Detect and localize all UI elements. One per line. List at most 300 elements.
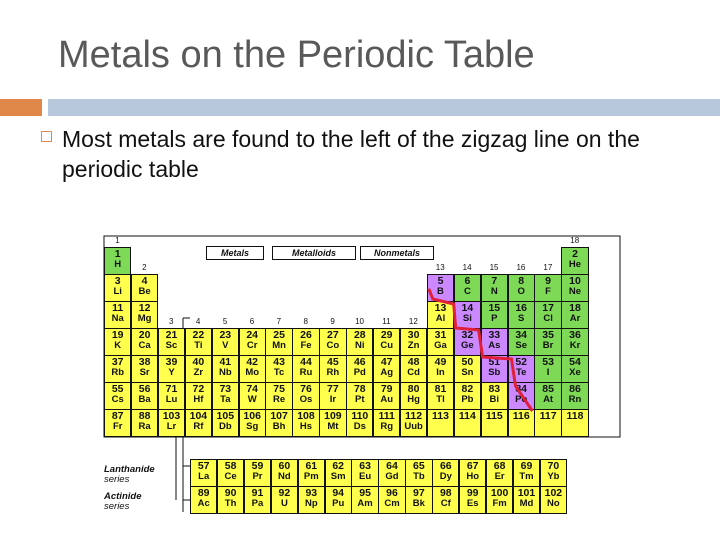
atomic-number: 60 [278, 460, 291, 472]
atomic-number: 37 [111, 356, 124, 368]
atomic-number: 26 [300, 329, 312, 341]
atomic-number: 64 [386, 460, 398, 472]
atomic-number: 20 [138, 329, 151, 341]
element-symbol: Nb [218, 367, 232, 378]
element-symbol: Br [542, 340, 554, 351]
element-symbol: Sg [246, 421, 259, 432]
element-symbol: Cd [407, 367, 420, 378]
element-cell-Fr [104, 409, 131, 437]
atomic-number: 15 [488, 302, 501, 314]
atomic-number: 21 [165, 329, 178, 341]
element-symbol: Po [515, 394, 528, 405]
element-symbol: Cr [246, 340, 258, 351]
element-symbol: Li [113, 286, 122, 297]
atomic-number: 112 [405, 410, 423, 422]
atomic-number: 22 [192, 329, 205, 341]
element-symbol: As [488, 340, 501, 351]
element-cell-Mg [131, 301, 158, 329]
element-symbol: Fm [492, 498, 507, 509]
element-cell-Ag [373, 355, 400, 383]
atomic-number: 108 [297, 410, 315, 422]
atomic-number: 110 [351, 410, 369, 422]
atomic-number: 85 [542, 383, 554, 395]
atomic-number: 70 [547, 460, 560, 472]
group-label-16: 16 [516, 263, 526, 272]
element-cell-Co [319, 328, 346, 356]
element-symbol: He [568, 259, 582, 270]
atomic-number: 42 [246, 356, 259, 368]
element-cell-Mt [319, 409, 346, 437]
element-symbol: Dy [439, 471, 452, 482]
actinide-cell-Bk [405, 486, 432, 514]
atomic-number: 58 [224, 460, 237, 472]
element-cell-Rh [319, 355, 346, 383]
lanthanide-cell-Ce [217, 459, 244, 487]
element-symbol: Er [494, 471, 505, 482]
element-cell-Au [373, 382, 400, 410]
atomic-number: 103 [162, 410, 181, 422]
atomic-number: 102 [544, 487, 563, 499]
element-symbol: Np [304, 498, 318, 509]
element-cell-He [561, 247, 588, 275]
atomic-number: 94 [332, 487, 345, 499]
element-symbol: Be [138, 286, 151, 297]
element-symbol: Sb [488, 367, 501, 378]
element-cell-Tc [265, 355, 292, 383]
lanthanide-cell-Gd [378, 459, 405, 487]
element-cell-Ne [561, 274, 588, 302]
element-cell-Bi [481, 382, 508, 410]
actinide-cell-Cf [432, 486, 459, 514]
element-cell-Ta [212, 382, 239, 410]
atomic-number: 5 [437, 275, 444, 287]
group-label-13: 13 [435, 263, 445, 272]
element-symbol: Rh [326, 367, 340, 378]
element-cell-Rf [185, 409, 212, 437]
atomic-number: 52 [515, 356, 528, 368]
atomic-number: 101 [517, 487, 536, 499]
element-cell-Sb [481, 355, 508, 383]
element-cell-Rg [373, 409, 400, 437]
group-label-6: 6 [249, 317, 255, 326]
atomic-number: 104 [189, 410, 208, 422]
atomic-number: 11 [112, 302, 124, 314]
element-cell-Kr [561, 328, 588, 356]
element-symbol: B [437, 286, 444, 297]
element-cell-Bh [265, 409, 292, 437]
element-symbol: S [518, 313, 525, 324]
element-symbol: Co [326, 340, 340, 351]
element-cell-115 [481, 409, 508, 437]
legend-metalloids: Metalloids [272, 246, 356, 260]
atomic-number: 72 [192, 383, 205, 395]
atomic-number: 115 [485, 410, 503, 422]
element-cell-Ir [319, 382, 346, 410]
element-cell-Cs [104, 382, 131, 410]
atomic-number: 98 [439, 487, 452, 499]
atomic-number: 16 [515, 302, 528, 314]
element-symbol: Rn [568, 394, 582, 405]
atomic-number: 74 [246, 383, 259, 395]
element-symbol: Se [515, 340, 527, 351]
element-cell-Hg [400, 382, 427, 410]
element-symbol: Bk [412, 498, 425, 509]
atomic-number: 68 [493, 460, 506, 472]
element-cell-Po [508, 382, 535, 410]
atomic-number: 96 [386, 487, 398, 499]
lanthanide-cell-Yb [540, 459, 567, 487]
element-cell-Ga [427, 328, 454, 356]
atomic-number: 87 [111, 410, 124, 422]
element-cell-Uub [400, 409, 427, 437]
element-symbol: Mt [327, 421, 339, 432]
atomic-number: 40 [192, 356, 205, 368]
group-label-14: 14 [462, 263, 472, 272]
element-symbol: Na [111, 313, 124, 324]
atomic-number: 4 [141, 275, 148, 287]
element-cell-H [104, 247, 131, 275]
slide-title: Metals on the Periodic Table [58, 34, 535, 76]
element-symbol: Hf [193, 394, 204, 405]
atomic-number: 25 [273, 329, 285, 341]
lanthanide-cell-Pr [244, 459, 271, 487]
atomic-number: 79 [380, 383, 393, 395]
element-cell-Ni [346, 328, 373, 356]
element-symbol: P [491, 313, 498, 324]
element-symbol: Db [218, 421, 232, 432]
atomic-number: 56 [138, 383, 151, 395]
element-cell-117 [534, 409, 561, 437]
legend-metals: Metals [206, 246, 264, 260]
element-symbol: Cs [111, 394, 124, 405]
element-symbol: Eu [359, 471, 372, 482]
bullet-text: Most metals are found to the left of the zigzag line on the periodic table [62, 126, 640, 182]
atomic-number: 7 [491, 275, 498, 287]
atomic-number: 59 [251, 460, 264, 472]
element-cell-Ca [131, 328, 158, 356]
atomic-number: 46 [353, 356, 366, 368]
element-symbol: Fe [300, 340, 312, 351]
group-label-10: 10 [355, 317, 364, 326]
element-symbol: Ar [569, 313, 581, 324]
element-symbol: H [114, 259, 122, 270]
element-symbol: Ne [568, 286, 582, 297]
atomic-number: 45 [327, 356, 339, 368]
group-label-9: 9 [330, 317, 335, 326]
atomic-number: 89 [197, 487, 210, 499]
lanthanide-cell-Dy [432, 459, 459, 487]
actinide-sub: series [104, 501, 130, 512]
element-symbol: Ru [299, 367, 313, 378]
element-symbol: Zr [193, 367, 204, 378]
element-cell-Lr [158, 409, 185, 437]
element-cell-Ba [131, 382, 158, 410]
lanthanide-cell-Er [486, 459, 513, 487]
atomic-number: 66 [439, 460, 452, 472]
element-cell-Cr [239, 328, 266, 356]
element-cell-O [508, 274, 535, 302]
atomic-number: 62 [332, 460, 345, 472]
atomic-number: 53 [542, 356, 554, 368]
atomic-number: 90 [224, 487, 237, 499]
element-cell-V [212, 328, 239, 356]
element-cell-Cu [373, 328, 400, 356]
element-cell-Ar [561, 301, 588, 329]
group-label-8: 8 [303, 317, 308, 326]
element-symbol: Cm [384, 498, 400, 509]
element-symbol: Ra [138, 421, 151, 432]
element-cell-Mo [239, 355, 266, 383]
lanthanide-cell-Pm [298, 459, 325, 487]
element-symbol: Tb [413, 471, 425, 482]
atomic-number: 31 [434, 329, 447, 341]
atomic-number: 114 [458, 410, 476, 422]
element-cell-Te [508, 355, 535, 383]
element-cell-Cd [400, 355, 427, 383]
element-symbol: K [114, 340, 122, 351]
actinide-cell-Pa [244, 486, 271, 514]
element-symbol: Hs [299, 421, 313, 432]
lanthanide-label [104, 465, 155, 485]
element-symbol: U [280, 498, 288, 509]
element-symbol: Pd [353, 367, 366, 378]
atomic-number: 27 [327, 329, 339, 341]
element-cell-Zn [400, 328, 427, 356]
element-symbol: Re [273, 394, 286, 405]
element-symbol: W [247, 394, 257, 405]
element-cell-Os [292, 382, 319, 410]
lanthanide-cell-Tb [405, 459, 432, 487]
group-label-18: 18 [570, 236, 580, 245]
element-symbol: Ag [380, 367, 394, 378]
element-cell-Se [508, 328, 535, 356]
element-symbol: Pt [355, 394, 365, 405]
element-symbol: Pr [252, 471, 263, 482]
element-symbol: In [436, 367, 445, 378]
element-cell-Si [454, 301, 481, 329]
element-symbol: Pa [251, 498, 264, 509]
element-cell-Xe [561, 355, 588, 383]
element-cell-Lu [158, 382, 185, 410]
atomic-number: 63 [359, 460, 371, 472]
element-symbol: Y [168, 367, 175, 378]
element-symbol: At [543, 394, 554, 405]
atomic-number: 49 [434, 356, 447, 368]
element-symbol: Hg [407, 394, 420, 405]
element-cell-Sc [158, 328, 185, 356]
element-symbol: Th [224, 498, 237, 509]
atomic-number: 9 [545, 275, 551, 287]
element-cell-S [508, 301, 535, 329]
atomic-number: 44 [300, 356, 312, 368]
atomic-number: 105 [216, 410, 235, 422]
atomic-number: 77 [327, 383, 339, 395]
element-cell-I [534, 355, 561, 383]
lanthanide-cell-Tm [513, 459, 540, 487]
element-cell-Db [212, 409, 239, 437]
atomic-number: 43 [273, 356, 285, 368]
element-cell-Pb [454, 382, 481, 410]
element-cell-Y [158, 355, 185, 383]
element-cell-Tl [427, 382, 454, 410]
element-cell-Be [131, 274, 158, 302]
element-cell-Fe [292, 328, 319, 356]
element-symbol: Ta [220, 394, 231, 405]
atomic-number: 47 [380, 356, 393, 368]
element-cell-116 [508, 409, 535, 437]
actinide-cell-Np [298, 486, 325, 514]
element-symbol: Ce [224, 471, 237, 482]
element-cell-W [239, 382, 266, 410]
element-cell-P [481, 301, 508, 329]
atomic-number: 55 [111, 383, 124, 395]
element-cell-K [104, 328, 131, 356]
element-symbol: Mo [245, 367, 260, 378]
element-symbol: Ds [353, 421, 366, 432]
atomic-number: 36 [569, 329, 581, 341]
atomic-number: 91 [251, 487, 264, 499]
atomic-number: 67 [466, 460, 479, 472]
atomic-number: 111 [378, 410, 395, 422]
element-symbol: N [490, 286, 498, 297]
atomic-number: 107 [270, 410, 288, 422]
element-symbol: Bi [489, 394, 500, 405]
element-cell-At [534, 382, 561, 410]
actinide-cell-Am [351, 486, 378, 514]
element-cell-F [534, 274, 561, 302]
element-cell-Hs [292, 409, 319, 437]
element-symbol: Al [435, 313, 446, 324]
group-label-1: 1 [115, 236, 120, 245]
element-symbol: Tc [273, 367, 285, 378]
element-symbol: Nd [278, 471, 291, 482]
element-cell-114 [454, 409, 481, 437]
element-cell-Rn [561, 382, 588, 410]
element-symbol: No [547, 498, 560, 509]
atomic-number: 30 [407, 329, 420, 341]
element-symbol: O [517, 286, 525, 297]
element-cell-118 [561, 409, 588, 437]
element-symbol: Sn [461, 367, 474, 378]
atomic-number: 50 [461, 356, 474, 368]
atomic-number: 33 [488, 329, 501, 341]
group-label-2: 2 [142, 263, 147, 272]
group-label-17: 17 [543, 263, 553, 272]
element-cell-Re [265, 382, 292, 410]
atomic-number: 28 [353, 329, 366, 341]
group-label-3: 3 [169, 317, 174, 326]
atomic-number: 41 [219, 356, 232, 368]
element-symbol: Pu [332, 498, 345, 509]
atomic-number: 23 [219, 329, 232, 341]
atomic-number: 69 [520, 460, 533, 472]
element-symbol: Cu [380, 340, 394, 351]
element-cell-Pt [346, 382, 373, 410]
atomic-number: 83 [488, 383, 501, 395]
element-cell-As [481, 328, 508, 356]
atomic-number: 35 [542, 329, 554, 341]
atomic-number: 86 [569, 383, 581, 395]
actinide-cell-U [271, 486, 298, 514]
atomic-number: 13 [434, 302, 447, 314]
element-cell-113 [427, 409, 454, 437]
atomic-number: 29 [380, 329, 393, 341]
atomic-number: 17 [542, 302, 554, 314]
element-symbol: Ho [466, 471, 480, 482]
atomic-number: 78 [353, 383, 366, 395]
atomic-number: 6 [464, 275, 471, 287]
atomic-number: 54 [569, 356, 581, 368]
actinide-cell-Md [513, 486, 540, 514]
group-label-7: 7 [276, 317, 282, 326]
atomic-number: 76 [300, 383, 312, 395]
element-cell-Pd [346, 355, 373, 383]
lanthanide-title: Lanthanide [104, 464, 155, 475]
element-symbol: Ca [138, 340, 151, 351]
lanthanide-cell-Ho [459, 459, 486, 487]
actinide-cell-Cm [378, 486, 405, 514]
element-cell-Hf [185, 382, 212, 410]
element-symbol: Mn [272, 340, 286, 351]
element-cell-B [427, 274, 454, 302]
element-symbol: Gd [385, 471, 399, 482]
atomic-number: 14 [461, 302, 474, 314]
element-cell-Ti [185, 328, 212, 356]
atomic-number: 19 [111, 329, 124, 341]
element-symbol: Es [466, 498, 479, 509]
atomic-number: 116 [512, 410, 530, 422]
element-symbol: Kr [569, 340, 581, 351]
element-symbol: Cl [543, 313, 553, 324]
group-label-12: 12 [408, 317, 418, 326]
element-symbol: Md [519, 498, 534, 509]
element-cell-Al [427, 301, 454, 329]
element-symbol: Rf [193, 421, 204, 432]
atomic-number: 51 [488, 356, 501, 368]
actinide-cell-Ac [190, 486, 217, 514]
actinide-title: Actinide [104, 491, 142, 502]
atomic-number: 38 [138, 356, 151, 368]
lanthanide-sub: series [104, 474, 130, 485]
actinide-cell-Th [217, 486, 244, 514]
atomic-number: 93 [305, 487, 318, 499]
lanthanide-cell-La [190, 459, 217, 487]
element-symbol: Uub [404, 421, 423, 432]
group-label-15: 15 [489, 263, 499, 272]
atomic-number: 24 [246, 329, 259, 341]
atomic-number: 61 [305, 460, 318, 472]
element-cell-Ge [454, 328, 481, 356]
element-cell-C [454, 274, 481, 302]
element-cell-Sg [239, 409, 266, 437]
element-cell-Ru [292, 355, 319, 383]
actinide-label [104, 492, 141, 512]
element-symbol: Ir [329, 394, 337, 405]
atomic-number: 3 [114, 275, 121, 287]
element-cell-N [481, 274, 508, 302]
element-symbol: Ga [434, 340, 447, 351]
atomic-number: 8 [518, 275, 525, 287]
atomic-number: 97 [413, 487, 425, 499]
atomic-number: 92 [278, 487, 291, 499]
lanthanide-cell-Nd [271, 459, 298, 487]
atomic-number: 71 [165, 383, 178, 395]
atomic-number: 57 [197, 460, 210, 472]
atomic-number: 117 [539, 410, 557, 422]
element-cell-Ds [346, 409, 373, 437]
element-symbol: Sc [165, 340, 178, 351]
element-symbol: Ni [355, 340, 365, 351]
